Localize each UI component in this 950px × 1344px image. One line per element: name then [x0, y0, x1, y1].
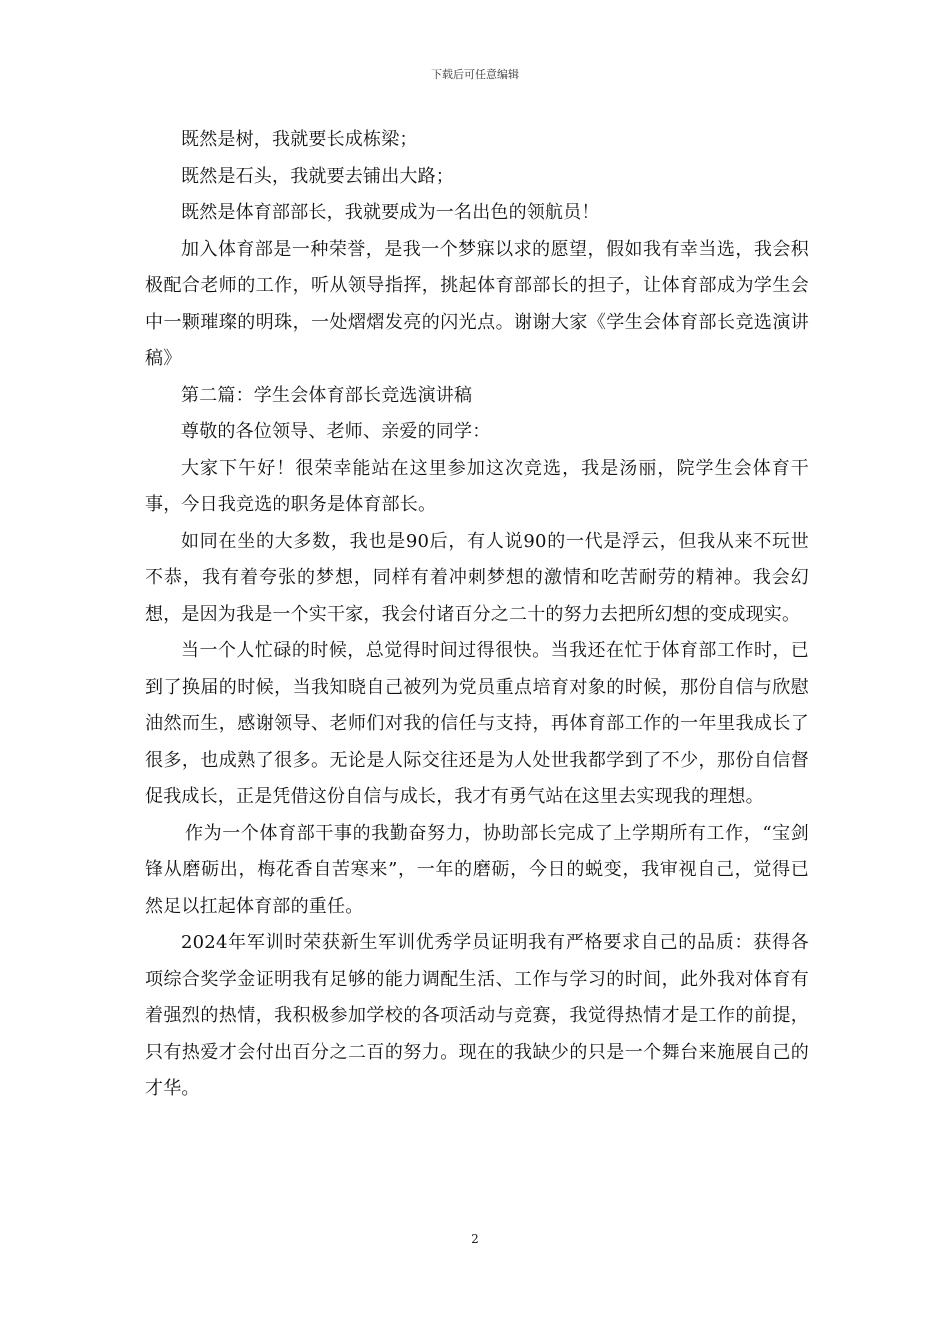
document-body [145, 122, 809, 1108]
paragraph-salutation: 尊敬的各位领导、老师、亲爱的同学： [181, 421, 491, 442]
page-number: 2 [471, 1232, 479, 1246]
paragraph-navigator: 既然是体育部部长，我就要成为一名出色的领航员！ [181, 202, 600, 223]
page-header-note: 下载后可任意编辑 [431, 68, 519, 81]
paragraph-military-training: 2024年军训时荣获新生军训优秀学员证明我有严格要求自己的品质：获得各项综合奖学金证明我有足够的能力调配生活、工作与学习的时间，此外我对体育有着强烈的热情，我积极参加学校的各项活动与竞赛，我觉得热情才是工作的前提，只有热爱才会付出百分之二百的努力。现在的我缺少的只是一个舞台来施展自己的才华。 [145, 932, 809, 1099]
paragraph-90s: 如同在坐的大多数，我也是90后，有人说90的一代是浮云，但我从来不玩世不恭，我有着夸张的梦想，同样有着冲刺梦想的激情和吃苦耐劳的精神。我会幻想，是因为我是一个实干家，我会付诸百分之二十的努力去把所幻想的变成现实。 [145, 530, 809, 625]
paragraph-honor: 加入体育部是一种荣誉，是我一个梦寐以求的愿望，假如我有幸当选，我会积极配合老师的工作，听从领导指挥，挑起体育部部长的担子，让体育部成为学生会中一颗璀璨的明珠，一处熠熠发亮的闪光点。谢谢大家《学生会体育部长竞选演讲稿》 [145, 238, 809, 369]
paragraph-busy: 当一个人忙碌的时候，总觉得时间过得很快。当我还在忙于体育部工作时，已到了换届的时候，当我知晓自己被列为党员重点培育对象的时候，那份自信与欣慰油然而生，感谢领导、老师们对我的信任与支持，再体育部工作的一年里我成长了很多，也成熟了很多。无论是人际交往还是为人处世我都学到了不少，那份自信督促我成长，正是凭借这份自信与成长，我才有勇气站在这里去实现我的理想。 [145, 640, 809, 807]
paragraph-stone: 既然是石头，我就要去铺出大路； [181, 165, 454, 187]
section-heading-second: 第二篇：学生会体育部长竞选演讲稿 [181, 384, 473, 406]
paragraph-tree: 既然是树，我就要长成栋梁； [181, 129, 418, 150]
paragraph-diligent: 作为一个体育部干事的我勤奋努力，协助部长完成了上学期所有工作，“宝剑锋从磨砺出，梅花香自苦寒来”，一年的磨砺，今日的蜕变，我审视自己，觉得已然足以扛起体育部的重任。 [145, 822, 809, 917]
paragraph-greeting: 大家下午好！很荣幸能站在这里参加这次竞选，我是汤丽，院学生会体育干事，今日我竞选的职务是体育部长。 [145, 457, 809, 515]
